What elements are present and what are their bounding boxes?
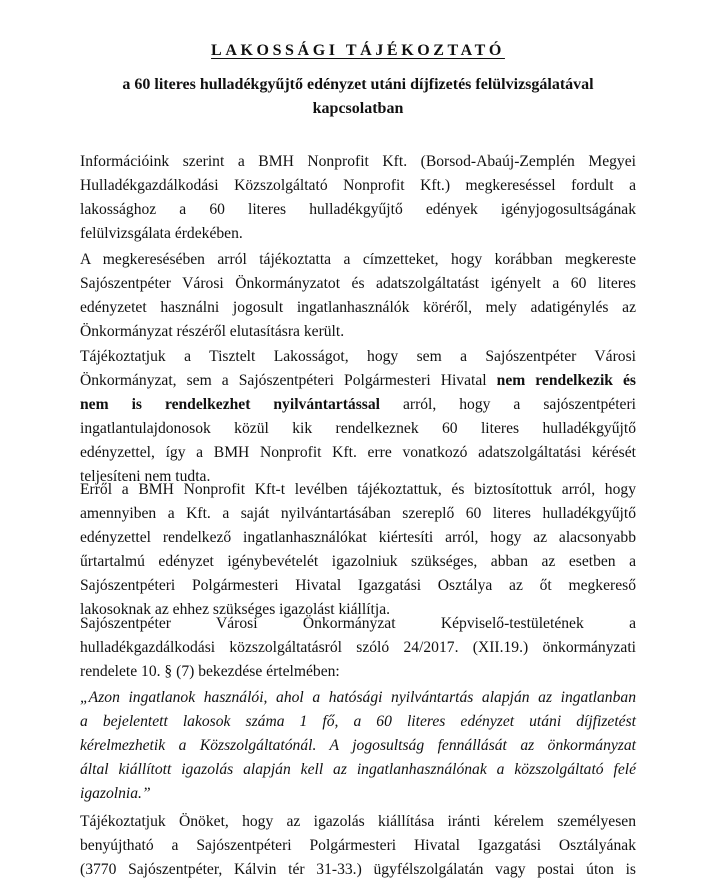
text-run: arról, hogy a sajószentpéteri xyxy=(379,396,636,413)
paragraph-6 xyxy=(80,810,636,882)
quote-line: által kiállított igazolás alapján kell az ingatlanhasználónak a közszolgáltató felé xyxy=(80,761,636,778)
paragraph-line: teljesíteni nem tudta. xyxy=(80,468,211,485)
paragraph-line: felülvizsgálata érdekében. xyxy=(80,225,243,242)
bold-text-run: nem rendelkezik és xyxy=(496,372,636,389)
paragraph-line xyxy=(80,393,636,417)
paragraph-line: edényzetet használni jogosult ingatlanhasználók köréről, mely adatigénylés az xyxy=(80,299,636,316)
paragraph-line: A megkeresésében arról tájékoztatta a címzetteket, hogy korábban megkereste xyxy=(80,251,636,268)
paragraph-line: (3770 Sajószentpéter, Kálvin tér 31-33.) ügyfélszolgálatán vagy postai úton is xyxy=(80,861,636,878)
paragraph-line: Önkormányzat részéről elutasításra került. xyxy=(80,323,345,340)
paragraph-line: lakossághoz a 60 literes hulladékgyűjtő edények igényjogosultságának xyxy=(80,201,636,218)
paragraph-line: amennyiben a Kft. a saját nyilvántartásában szereplő 60 literes hulladékgyűjtő xyxy=(80,505,636,522)
paragraph-line: Sajószentpéter Városi Önkormányzatot és adatszolgáltatást igényelt a 60 literes xyxy=(80,275,636,292)
paragraph-line: Információink szerint a BMH Nonprofit Kft. (Borsod-Abaúj-Zemplén Megyei xyxy=(80,153,636,170)
paragraph-line: Hulladékgazdálkodási Közszolgáltató Nonprofit Kft.) megkereséssel fordult a xyxy=(80,177,636,194)
paragraph-line: ingatlantulajdonosok közül kik rendelkeznek 60 literes hulladékgyűjtő xyxy=(80,420,636,437)
document-title: LAKOSSÁGI TÁJÉKOZTATÓ xyxy=(211,42,505,59)
paragraph-line: Sajószentpéteri Polgármesteri Hivatal Igazgatási Osztálya az őt megkereső xyxy=(80,577,636,594)
paragraph-line: űrtartalmú edényzet igénybevételét igazolniuk szükséges, abban az esetben a xyxy=(80,553,636,570)
paragraph-line: benyújtható a Sajószentpéteri Polgármesteri Hivatal Igazgatási Osztályának xyxy=(80,837,636,854)
quote-line: a bejelentett lakosok száma 1 fő, a 60 literes edényzet utáni díjfizetést xyxy=(80,713,636,730)
paragraph-line: Sajószentpéter Városi Önkormányzat Képviselő-testületének a xyxy=(80,615,636,632)
quote-line: „Azon ingatlanok használói, ahol a hatósági nyilvántartás alapján az ingatlanban xyxy=(80,689,636,706)
paragraph-1 xyxy=(80,150,636,246)
paragraph-2 xyxy=(80,248,636,344)
paragraph-4 xyxy=(80,478,636,622)
paragraph-5 xyxy=(80,612,636,684)
document-subtitle xyxy=(90,73,626,121)
paragraph-line: rendelete 10. § (7) bekezdése értelmében: xyxy=(80,663,340,680)
paragraph-line: Tájékoztatjuk Önöket, hogy az igazolás kiállítása iránti kérelem személyesen xyxy=(80,813,636,830)
bold-text-run: nem is rendelkezhet nyilvántartással xyxy=(80,396,380,413)
subtitle-line-2: kapcsolatban xyxy=(312,100,404,117)
paragraph-line xyxy=(80,369,636,393)
paragraph-line: Tájékoztatjuk a Tisztelt Lakosságot, hogy sem a Sajószentpéter Városi xyxy=(80,348,636,365)
paragraph-line: edényzettel rendelkező ingatlanhasználókat kiértesíti arról, hogy az alacsonyabb xyxy=(80,529,636,546)
paragraph-3 xyxy=(80,345,636,489)
paragraph-line: Erről a BMH Nonprofit Kft-t levélben tájékoztattuk, és biztosítottuk arról, hogy xyxy=(80,481,636,498)
paragraph-line: lakosoknak az ehhez szükséges igazolást kiállítja. xyxy=(80,601,391,618)
text-run: Önkormányzat, sem a Sajószentpéteri Polgármesteri Hivatal xyxy=(80,372,497,389)
paragraph-line: hulladékgazdálkodási közszolgáltatásról szóló 24/2017. (XII.19.) önkormányzati xyxy=(80,639,636,656)
paragraph-line: edényzettel, így a BMH Nonprofit Kft. erre vonatkozó adatszolgáltatási kérését xyxy=(80,444,636,461)
subtitle-line-1: a 60 literes hulladékgyűjtő edényzet utáni díjfizetés felülvizsgálatával xyxy=(122,76,594,93)
quote-line: igazolnia.” xyxy=(80,785,151,802)
quote-line: kérelmezhetik a Közszolgáltatónál. A jogosultság fennállását az önkormányzat xyxy=(80,737,636,754)
regulation-quote xyxy=(80,686,636,806)
